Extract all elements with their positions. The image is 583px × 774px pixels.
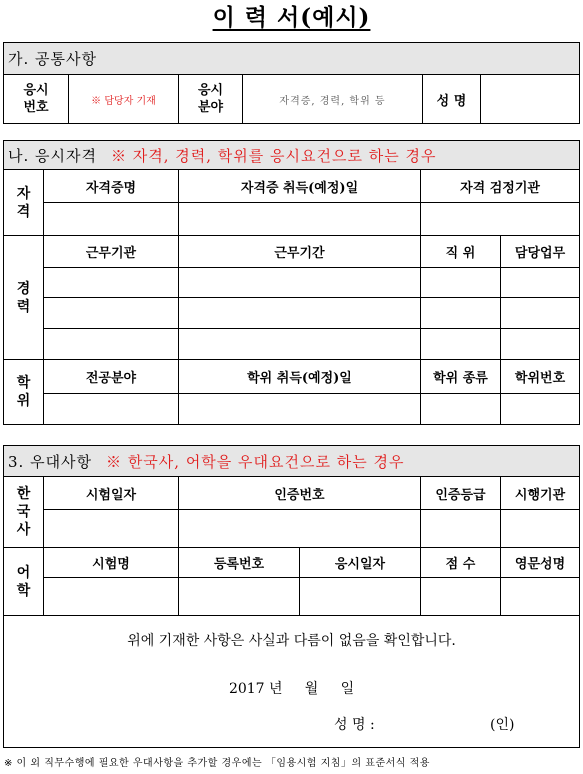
name-label: 성 명 [423,75,481,124]
qualification-note: ※ 자격, 경력, 학위를 응시요건으로 하는 경우 [111,146,437,165]
lang-header-score: 점 수 [421,548,501,578]
degree-input-major[interactable] [44,394,179,425]
history-input-cert-number[interactable] [179,510,421,548]
history-input-grade[interactable] [421,510,501,548]
applicant-number-label: 응시 번호 [4,75,69,124]
history-header-grade: 인증등급 [421,477,501,510]
common-info-table [3,42,580,124]
application-field-value[interactable]: 자격증, 경력, 학위 등 [243,75,423,124]
career-side-label: 경 력 [4,236,44,360]
qualification-side-label: 자 격 [4,170,44,236]
signature-label: 성 명 : [334,717,375,733]
lang-header-reg-number: 등록번호 [179,548,300,578]
career-input-duty[interactable] [501,298,580,329]
history-input-agency[interactable] [501,510,580,548]
career-header-duty: 담당업무 [501,236,580,268]
confirmation-statement: 위에 기재한 사항은 사실과 다름이 없음을 확인합니다. [127,633,456,649]
career-input-position[interactable] [421,268,501,298]
footer-note: ※ 이 외 직무수행에 필요한 우대사항을 추가할 경우에는 「임용시험 지침」의 표준서식 적용 [4,758,430,769]
qual-header-agency: 자격 검정기관 [421,170,580,203]
lang-header-english-name: 영문성명 [501,548,580,578]
degree-input-number[interactable] [501,394,580,425]
career-input-period[interactable] [179,298,421,329]
degree-input-type[interactable] [421,394,501,425]
history-header-agency: 시행기관 [501,477,580,510]
qualification-table [3,140,580,425]
lang-input-score[interactable] [421,578,501,616]
confirmation-box [4,616,580,748]
qual-input-date[interactable] [179,203,421,236]
document-title: 이 력 서(예시) [212,4,371,31]
korean-history-side-label: 한 국 사 [4,477,44,548]
career-header-org: 근무기관 [44,236,179,268]
career-input-duty[interactable] [501,268,580,298]
qual-input-name[interactable] [44,203,179,236]
career-header-period: 근무기간 [179,236,421,268]
qual-header-name: 자격증명 [44,170,179,203]
career-input-period[interactable] [179,329,421,360]
lang-input-reg-number[interactable] [179,578,300,616]
history-header-date: 시험일자 [44,477,179,510]
career-input-duty[interactable] [501,329,580,360]
career-header-position: 직 위 [421,236,501,268]
section-preference-heading: 3. 우대사항 ※ 한국사, 어학을 우대요건으로 하는 경우 [4,446,580,477]
degree-header-date: 학위 취득(예정)일 [179,360,421,394]
degree-header-major: 전공분야 [44,360,179,394]
career-input-org[interactable] [44,298,179,329]
qual-input-agency[interactable] [421,203,580,236]
career-input-position[interactable] [421,298,501,329]
applicant-number-value: ※ 담당자 기재 [69,75,179,124]
lang-input-exam[interactable] [44,578,179,616]
degree-header-type: 학위 종류 [421,360,501,394]
lang-header-exam: 시험명 [44,548,179,578]
history-header-cert-number: 인증번호 [179,477,421,510]
degree-side-label: 학 위 [4,360,44,425]
preference-note: ※ 한국사, 어학을 우대요건으로 하는 경우 [106,452,405,471]
career-input-period[interactable] [179,268,421,298]
section-common-heading: 가. 공통사항 [4,43,580,75]
seal-mark: (인) [490,717,515,733]
degree-header-number: 학위번호 [501,360,580,394]
lang-header-exam-date: 응시일자 [300,548,421,578]
degree-input-date[interactable] [179,394,421,425]
career-input-position[interactable] [421,329,501,360]
history-input-date[interactable] [44,510,179,548]
name-value[interactable] [481,75,580,124]
career-input-org[interactable] [44,329,179,360]
application-field-label: 응시 분야 [179,75,243,124]
preference-table [3,445,580,748]
language-side-label: 어 학 [4,548,44,616]
qual-header-date: 자격증 취득(예정)일 [179,170,421,203]
lang-input-english-name[interactable] [501,578,580,616]
career-input-org[interactable] [44,268,179,298]
confirmation-date: 2017 년 월 일 [228,681,355,697]
section-qualification-heading: 나. 응시자격 ※ 자격, 경력, 학위를 응시요건으로 하는 경우 [4,141,580,170]
lang-input-exam-date[interactable] [300,578,421,616]
